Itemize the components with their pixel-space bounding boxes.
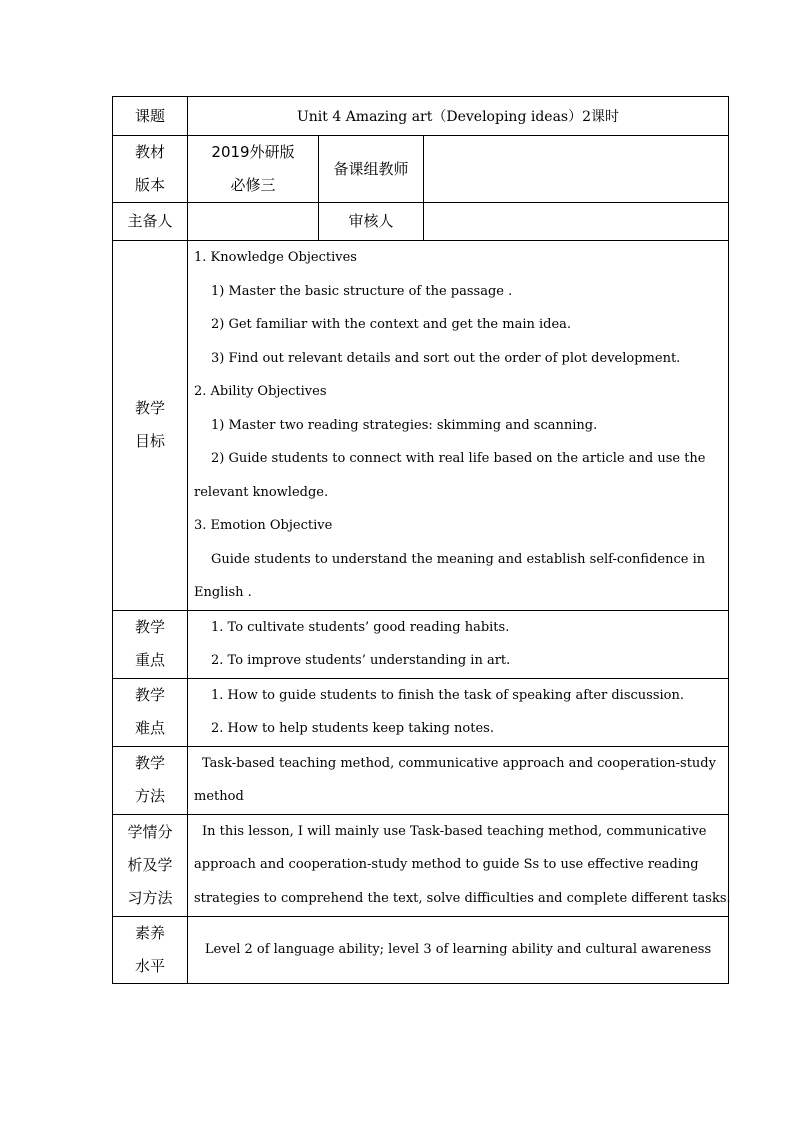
analysis-row: [113, 814, 729, 916]
textbook-value-line-1: 2019外研版: [211, 143, 295, 161]
methods-label-line-1: 教学: [134, 754, 165, 772]
objectives-label: [113, 241, 188, 611]
key-points-label-line-2: 重点: [134, 651, 165, 669]
methods-text-line: method: [194, 789, 244, 804]
analysis-text-line: approach and cooperation-study method to guide Ss to use effective reading: [194, 857, 699, 873]
literacy-content: Level 2 of language ability; level 3 of learning ability and cultural awareness: [188, 916, 729, 983]
textbook-label-line-1: 教材: [134, 143, 165, 161]
literacy-label-line-2: 水平: [134, 956, 165, 975]
difficulty-item: 1. How to guide students to finish the task of speaking after discussion.: [211, 687, 684, 703]
methods-text-line: Task-based teaching method, communicative approach and cooperation-study: [202, 755, 716, 771]
textbook-label: [113, 136, 188, 203]
textbook-row: [113, 136, 729, 203]
objective-heading: 1. Knowledge Objectives: [194, 250, 357, 265]
topic-value: Unit 4 Amazing art（Developing ideas）2课时: [188, 97, 729, 136]
difficulties-row: [113, 678, 729, 746]
objective-item: 2) Guide students to connect with real life based on the article and use the: [211, 451, 706, 466]
objectives-row: [113, 241, 729, 611]
difficulties-label: [113, 678, 188, 746]
difficulties-label-line-1: 教学: [134, 686, 165, 704]
analysis-content: [188, 814, 729, 916]
key-point-item: 2. To improve students’ understanding in art.: [211, 653, 511, 668]
main-preparer-value[interactable]: [188, 203, 319, 241]
preparer-row: [113, 203, 729, 241]
textbook-label-line-2: 版本: [134, 176, 165, 194]
analysis-label: [113, 814, 188, 916]
key-points-label-line-1: 教学: [134, 618, 165, 636]
difficulties-label-line-2: 难点: [134, 719, 165, 737]
textbook-value: [188, 136, 319, 203]
topic-label: 课题: [113, 97, 188, 136]
lesson-plan-table: [112, 96, 729, 984]
main-preparer-label: 主备人: [113, 203, 188, 241]
objectives-label-line-1: 教学: [134, 399, 165, 418]
objective-item: 2) Get familiar with the context and get the main idea.: [211, 317, 572, 332]
analysis-label-line-3: 习方法: [127, 888, 173, 907]
methods-label: [113, 746, 188, 814]
topic-row: [113, 97, 729, 136]
difficulties-content: [188, 678, 729, 746]
analysis-text-line: strategies to comprehend the text, solve difficulties and complete different tasks.: [194, 890, 731, 906]
textbook-value-line-2: 必修三: [230, 176, 276, 194]
objective-heading: 2. Ability Objectives: [194, 384, 327, 399]
group-teacher-label: 备课组教师: [319, 136, 424, 203]
objective-item: 1) Master two reading strategies: skimming and scanning.: [211, 417, 598, 433]
objectives-content: [188, 241, 729, 611]
difficulty-item: 2. How to help students keep taking notes.: [211, 721, 494, 736]
reviewer-value[interactable]: [424, 203, 729, 241]
group-teacher-value[interactable]: [424, 136, 729, 203]
objective-heading: 3. Emotion Objective: [194, 518, 333, 533]
methods-label-line-2: 方法: [134, 787, 165, 805]
key-points-row: [113, 610, 729, 678]
analysis-label-line-1: 学情分: [127, 822, 173, 841]
literacy-label-line-1: 素养: [134, 923, 165, 942]
analysis-text-line: In this lesson, I will mainly use Task-based teaching method, communicative: [202, 823, 707, 839]
objective-item: 3) Find out relevant details and sort out the order of plot development.: [211, 350, 681, 366]
literacy-label: [113, 916, 188, 983]
key-points-label: [113, 610, 188, 678]
objective-item-continued: relevant knowledge.: [194, 484, 329, 500]
methods-content: [188, 746, 729, 814]
reviewer-label: 审核人: [319, 203, 424, 241]
methods-row: [113, 746, 729, 814]
key-points-content: [188, 610, 729, 678]
key-point-item: 1. To cultivate students’ good reading habits.: [211, 619, 510, 635]
literacy-row: [113, 916, 729, 983]
objective-item: 1) Master the basic structure of the passage .: [211, 283, 513, 299]
objectives-label-line-2: 目标: [134, 432, 165, 451]
analysis-label-line-2: 析及学: [127, 855, 173, 874]
objective-item: Guide students to understand the meaning and establish self-confidence in: [211, 551, 706, 567]
objective-item-continued: English .: [194, 585, 252, 600]
